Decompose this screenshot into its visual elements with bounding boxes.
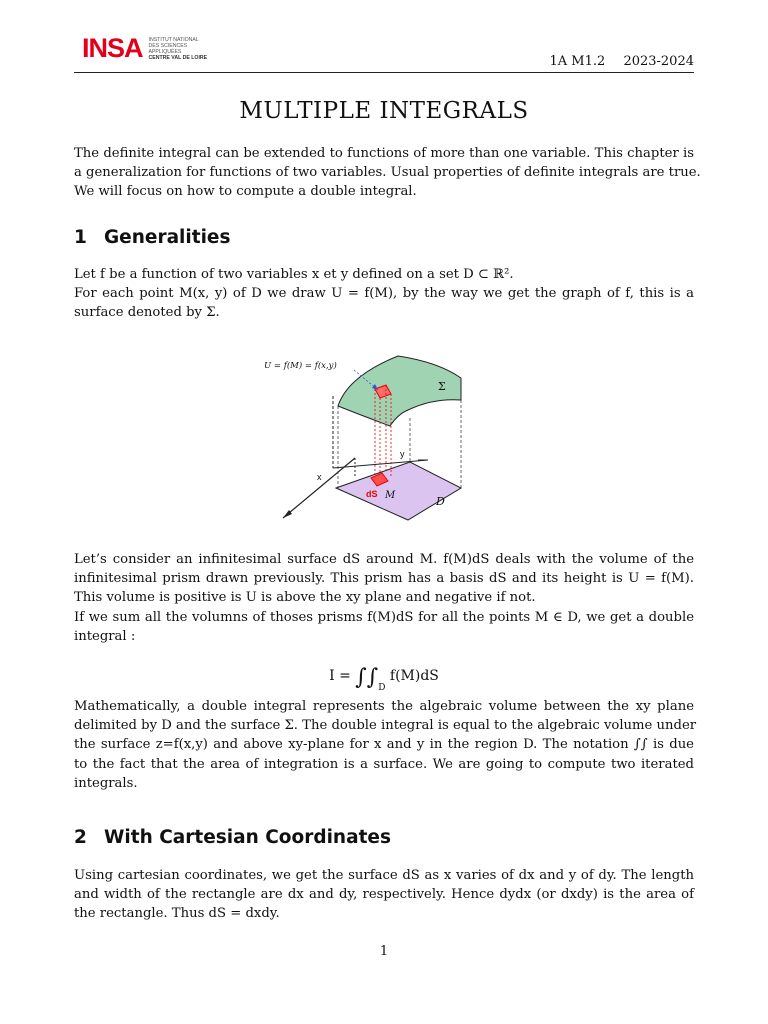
text-line: the surface z=f(x,y) and above xy-plane for x and y in the region D. The notation ∫∫ is due (74, 737, 694, 753)
text-line: and width of the rectangle are dx and dy, respectively. Hence dydx (or dxdy) is the area of (74, 887, 694, 903)
generalities-paragraph-1 (74, 265, 694, 323)
text-line: integrals. (74, 775, 138, 791)
academic-year: 2023-2024 (623, 54, 694, 69)
integrand: f(M)dS (389, 668, 439, 684)
text-line: Mathematically, a double integral represents the algebraic volume between the xy plane (74, 699, 694, 714)
d-label: D (436, 495, 445, 508)
m-label: M (385, 490, 396, 501)
text-line: the rectangle. Thus dS = dxdy. (74, 906, 280, 922)
generalities-paragraph-2 (74, 550, 694, 646)
section-heading-1 (74, 227, 230, 248)
course-info (550, 54, 694, 69)
double-integral-formula (0, 665, 768, 693)
surface-figure (258, 348, 486, 526)
text-line: For each point M(x, y) of D we draw U = f(M), by the way we get the graph of f, this is a (74, 286, 694, 302)
section-title: With Cartesian Coordinates (104, 827, 391, 848)
formula-label: U = f(M) = f(x,y) (264, 361, 337, 371)
text-line: We will focus on how to compute a double integral. (74, 184, 417, 200)
logo-subtitle (149, 37, 208, 61)
text-line: infinitesimal prism drawn previously. This prism has a basis dS and its height is U = f(M). (74, 571, 694, 587)
integral-domain: D (378, 683, 386, 693)
integral-sign: ∫∫ (355, 665, 379, 690)
text-line: integral : (74, 628, 136, 644)
text-line: Let’s consider an infinitesimal surface dS around M. f(M)dS deals with the volume of the (74, 552, 694, 567)
intro-paragraph (74, 144, 701, 202)
y-axis-label: y (400, 449, 405, 459)
ds-label: dS (366, 489, 378, 499)
text-line: Let f be a function of two variables x et y defined on a set D ⊂ ℝ². (74, 267, 514, 282)
logo-line: CENTRE VAL DE LOIRE (148, 54, 208, 61)
logo-mark: INSA (82, 33, 143, 63)
logo-line: APPLIQUÉES (148, 48, 182, 55)
page-number: 1 (379, 944, 389, 959)
section-heading-2 (74, 827, 391, 848)
document-title: MULTIPLE INTEGRALS (239, 98, 529, 124)
x-axis-label: x (317, 472, 322, 482)
course-code: 1A M1.2 (549, 54, 606, 69)
logo-line: DES SCIENCES (148, 42, 188, 49)
section-title: Generalities (104, 227, 231, 248)
text-line: This volume is positive is U is above the xy plane and negative if not. (74, 590, 536, 606)
section-number: 1 (74, 227, 87, 248)
insa-logo (82, 35, 207, 62)
text-line: delimited by D and the surface Σ. The double integral is equal to the algebraic volume under (74, 718, 697, 734)
generalities-paragraph-3 (74, 697, 697, 793)
text-line: to the fact that the area of integration is a surface. We are going to compute two iterated (74, 756, 694, 772)
logo-line: INSTITUT NATIONAL (148, 36, 199, 43)
sigma-label: Σ (438, 380, 446, 393)
cartesian-paragraph (74, 866, 694, 924)
text-line: If we sum all the volumns of thoses prisms f(M)dS for all the points M ∈ D, we get a double (74, 609, 694, 625)
text-line: surface denoted by Σ. (74, 305, 220, 321)
section-number: 2 (74, 827, 87, 848)
header-rule (74, 72, 694, 73)
formula-lhs: I = (329, 668, 351, 684)
text-line: The definite integral can be extended to functions of more than one variable. This chapter is (74, 146, 694, 161)
text-line: a generalization for functions of two variables. Usual properties of definite integrals are true. (74, 165, 701, 181)
text-line: Using cartesian coordinates, we get the surface dS as x varies of dx and y of dy. The length (74, 868, 694, 883)
